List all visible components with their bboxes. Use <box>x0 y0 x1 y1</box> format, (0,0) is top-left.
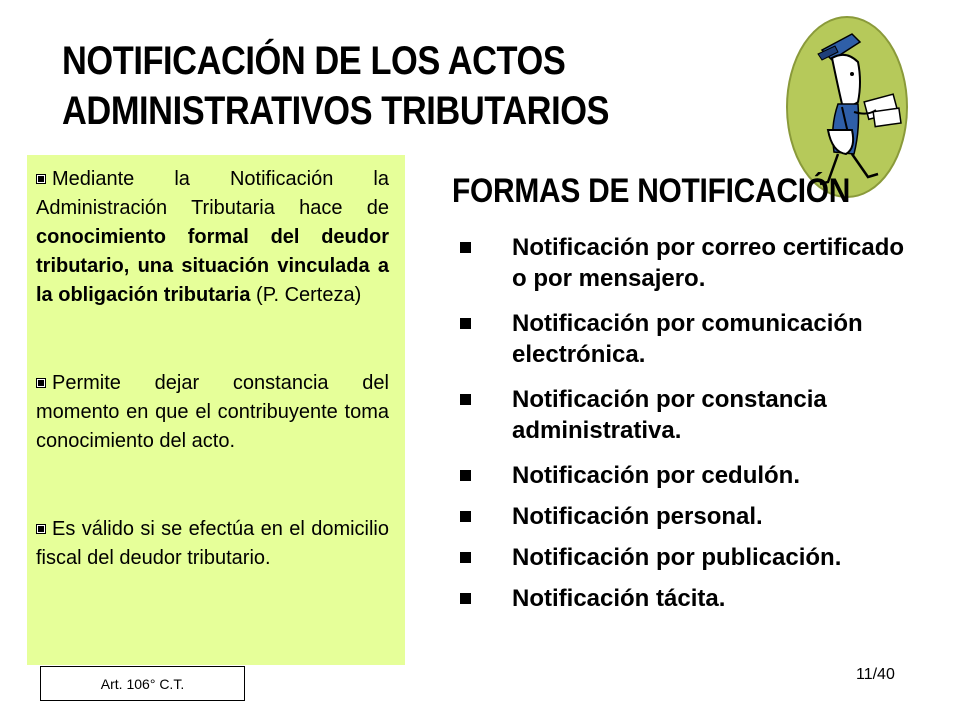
forms-item-text: Notificación por cedulón. <box>512 462 801 489</box>
title-line-2: ADMINISTRATIVOS TRIBUTARIOS <box>62 89 610 133</box>
forms-item <box>455 460 905 491</box>
forms-item <box>455 308 905 370</box>
left-bullet-1-text-a: Mediante la Notificación la Administración Tributaria hace de <box>36 168 389 219</box>
slide-title <box>62 36 664 136</box>
forms-item <box>455 384 905 446</box>
checkbox-square-icon <box>36 378 46 388</box>
forms-item <box>455 232 905 294</box>
left-bullet-1 <box>36 165 389 310</box>
filled-square-icon <box>460 318 471 329</box>
forms-item-text: Notificación por comunicación electrónica. <box>512 310 863 368</box>
left-bullet-3-text: Es válido si se efectúa en el domicilio fiscal del deudor tributario. <box>36 518 389 569</box>
filled-square-icon <box>460 470 471 481</box>
checkbox-square-icon <box>36 174 46 184</box>
forms-item-text: Notificación por correo certificado o por mensajero. <box>512 234 905 292</box>
forms-item <box>455 583 905 614</box>
page-number: 11/40 <box>856 666 895 683</box>
forms-item <box>455 501 905 532</box>
forms-heading: FORMAS DE NOTIFICACIÓN <box>452 172 851 210</box>
filled-square-icon <box>460 552 471 563</box>
left-bullet-2-text: Permite dejar constancia del momento en que el contribuyente toma conocimiento del acto. <box>36 372 389 452</box>
filled-square-icon <box>460 511 471 522</box>
title-line-1: NOTIFICACIÓN DE LOS ACTOS <box>62 39 566 83</box>
left-bullet-3 <box>36 515 389 573</box>
left-bullet-2 <box>36 369 389 456</box>
checkbox-square-icon <box>36 524 46 534</box>
forms-item-text: Notificación por constancia administrativa. <box>512 386 827 444</box>
forms-item <box>455 542 905 573</box>
forms-item-text: Notificación por publicación. <box>512 544 842 571</box>
left-bullet-1-text-bold: conocimiento formal del deudor tributario, una situación vinculada a la obligación tributaria <box>36 226 389 306</box>
article-reference: Art. 106° C.T. <box>40 666 245 701</box>
filled-square-icon <box>460 242 471 253</box>
left-bullet-list <box>36 165 389 573</box>
forms-list <box>455 232 905 624</box>
forms-item-text: Notificación tácita. <box>512 585 726 612</box>
left-bullet-1-text-b: (P. Certeza) <box>250 284 362 306</box>
filled-square-icon <box>460 394 471 405</box>
filled-square-icon <box>460 593 471 604</box>
forms-item-text: Notificación personal. <box>512 503 763 530</box>
